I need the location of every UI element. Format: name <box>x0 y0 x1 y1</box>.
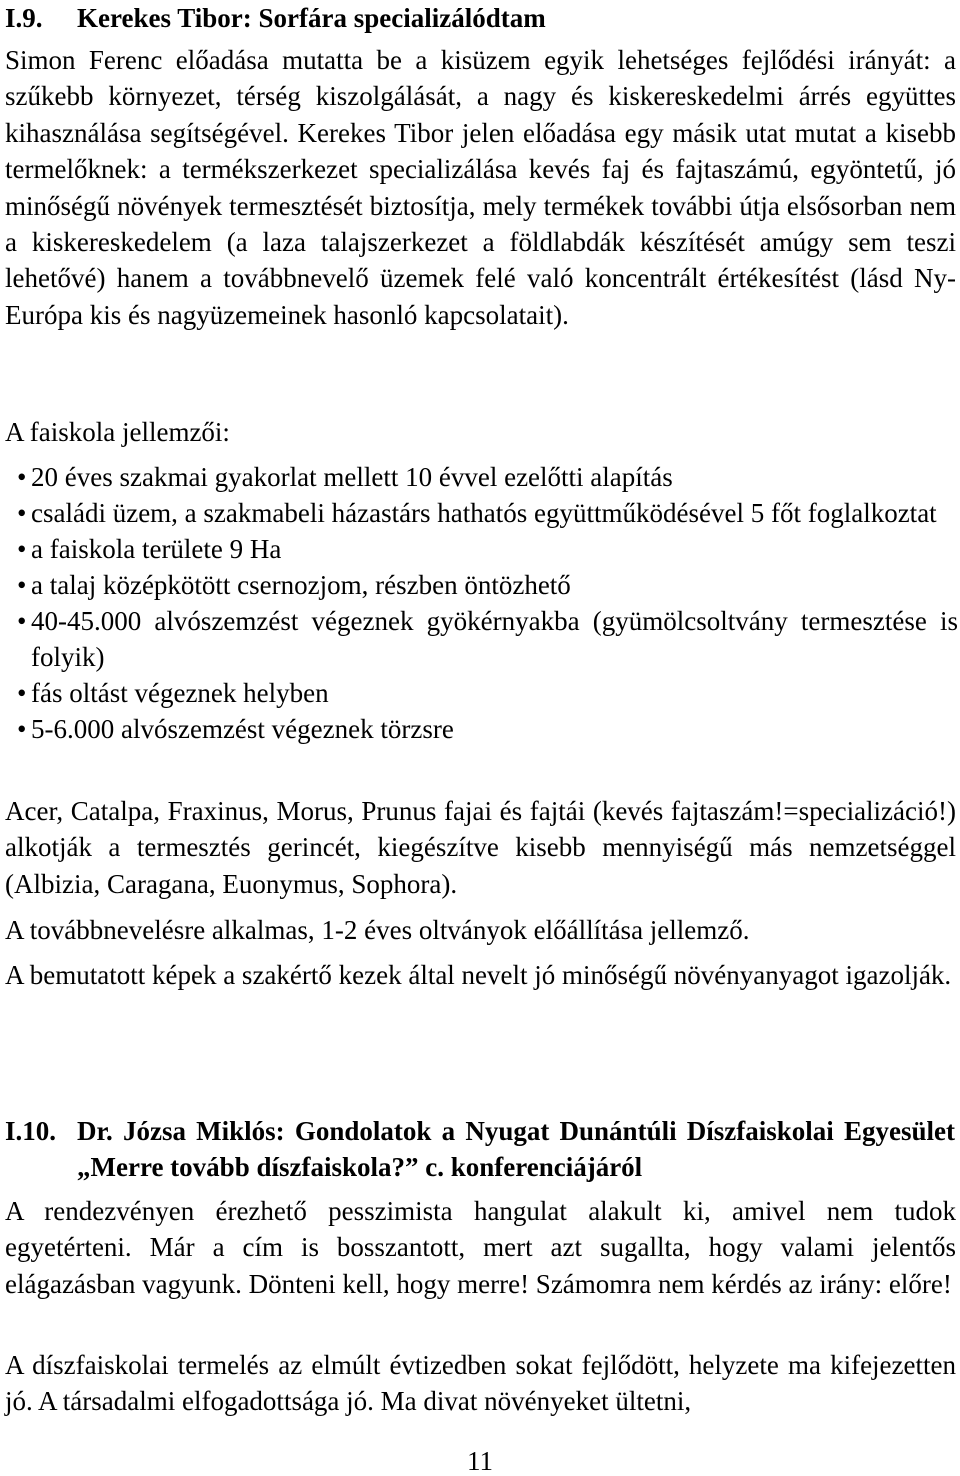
list-item: • fás oltást végeznek helyben <box>22 675 958 711</box>
grafts-paragraph: A továbbnevelésre alkalmas, 1-2 éves oltványok előállítása jellemző. <box>5 915 750 945</box>
list-item: • 5-6.000 alvószemzést végeznek törzsre <box>22 711 958 747</box>
section-title: Dr. Józsa Miklós: Gondolatok a Nyugat Dunántúli Díszfaiskolai Egyesület „Merre tovább díszfaiskola?” c. konferenciájáról <box>77 1116 955 1182</box>
bullet-icon: • <box>17 462 27 492</box>
bullet-icon: • <box>17 570 27 600</box>
bullet-icon: • <box>17 534 27 564</box>
page-number: 11 <box>467 1446 493 1476</box>
list-item: • a talaj középkötött csernozjom, részben öntözhető <box>22 567 958 603</box>
section-number: I.10. <box>5 1116 57 1146</box>
features-list <box>17 459 958 747</box>
list-item: • családi üzem, a szakmabeli házastárs hathatós együttműködésével 5 főt foglalkoztat <box>22 495 958 531</box>
list-item: • a faiskola területe 9 Ha <box>22 531 958 567</box>
section-title: Kerekes Tibor: Sorfára specializálódtam <box>77 3 546 33</box>
section-heading-i9 <box>0 0 960 36</box>
bullet-icon: • <box>17 678 27 708</box>
section-number: I.9. <box>5 3 43 33</box>
intro-paragraph: Simon Ferenc előadása mutatta be a kisüzem egyik lehetséges fejlődési irányát: a szűkebb környezet, térség kiszolgálását, a nagy és kiskereskedelmi árrés együttes kihasználása segítségével. Kerekes Tibor jelen előadása egy másik utat mutat a kisebb termelőknek: a termékszerkezet specializálása kevés faj és fajtaszámú, egyöntetű, jó minőségű növények termesztését biztosítja, mely termékek további útja elsősorban nem a kiskereskedelem (a laza talajszerkezet a földlabdák készítését amúgy sem teszi lehetővé) hanem a továbbnevelő üzemek felé való koncentrált értékesítést (lásd Ny-Európa kis és nagyüzemeinek hasonló kapcsolatait). <box>5 45 956 330</box>
features-label: A faiskola jellemzői: <box>5 417 230 447</box>
bullet-icon: • <box>17 606 27 636</box>
species-paragraph: Acer, Catalpa, Fraxinus, Morus, Prunus fajai és fajtái (kevés fajtaszám!=specializáció!) alkotják a termesztés gerincét, kiegészítve kisebb mennyiségű más nemzetséggel (Albizia, Caragana, Euonymus, Sophora). <box>5 796 956 899</box>
bullet-icon: • <box>17 714 27 744</box>
list-item: • 40-45.000 alvószemzést végeznek gyökérnyakba (gyümölcsoltvány termesztése is folyik) <box>22 603 958 675</box>
production-paragraph: A díszfaiskolai termelés az elmúlt évtizedben sokat fejlődött, helyzete ma kifejezetten jó. A társadalmi elfogadottsága jó. Ma divat növényeket ültetni, <box>5 1350 956 1417</box>
section-heading-i10 <box>0 1113 960 1185</box>
bullet-icon: • <box>17 498 27 528</box>
images-paragraph: A bemutatott képek a szakértő kezek által nevelt jó minőségű növényanyagot igazolják. <box>5 960 952 990</box>
list-item: • 20 éves szakmai gyakorlat mellett 10 évvel ezelőtti alapítás <box>22 459 958 495</box>
event-paragraph: A rendezvényen érezhető pesszimista hangulat alakult ki, amivel nem tudok egyetérteni. Már a cím is bosszantott, mert azt sugallta, hogy valami jelentős elágazásban vagyunk. Dönteni kell, hogy merre! Számomra nem kérdés az irány: előre! <box>5 1196 956 1299</box>
